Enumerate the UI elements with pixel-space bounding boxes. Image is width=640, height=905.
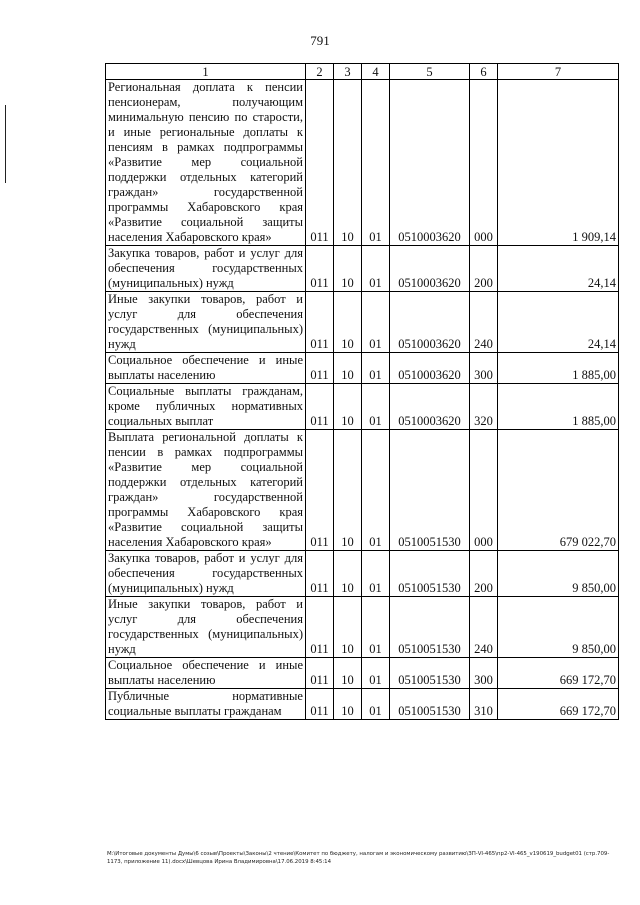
row-description: Публичные нормативные социальные выплаты гражданам	[106, 689, 306, 720]
row-subsection: 01	[362, 658, 390, 689]
row-subsection: 01	[362, 246, 390, 292]
header-row	[106, 64, 619, 80]
row-target-article: 0510003620	[390, 80, 470, 246]
row-description: Закупка товаров, работ и услуг для обеспечения государственных (муниципальных) нужд	[106, 246, 306, 292]
row-target-article: 0510003620	[390, 353, 470, 384]
row-description: Региональная доплата к пенсии пенсионерам, получающим минимальную пенсию по старости, и иные региональные доплаты к пенсиям в рамках подпрограммы «Развитие мер социальной поддержки отдельных категорий граждан» государственной программы Хабаровского края «Развитие социальной защиты населения Хабаровского края»	[106, 80, 306, 246]
row-admin-code: 011	[306, 597, 334, 658]
row-amount: 669 172,70	[498, 658, 619, 689]
row-admin-code: 011	[306, 80, 334, 246]
row-description: Иные закупки товаров, работ и услуг для обеспечения государственных (муниципальных) нужд	[106, 292, 306, 353]
table-row	[106, 658, 619, 689]
row-subsection: 01	[362, 353, 390, 384]
row-expense-type: 320	[470, 384, 498, 430]
row-section: 10	[334, 353, 362, 384]
row-target-article: 0510003620	[390, 384, 470, 430]
row-expense-type: 240	[470, 597, 498, 658]
table-row	[106, 551, 619, 597]
row-expense-type: 300	[470, 658, 498, 689]
table-row	[106, 689, 619, 720]
table-row	[106, 292, 619, 353]
row-expense-type: 310	[470, 689, 498, 720]
header-col-1: 1	[106, 64, 306, 80]
row-expense-type: 240	[470, 292, 498, 353]
table-row	[106, 430, 619, 551]
row-target-article: 0510051530	[390, 551, 470, 597]
row-target-article: 0510003620	[390, 246, 470, 292]
row-admin-code: 011	[306, 246, 334, 292]
row-amount: 1 909,14	[498, 80, 619, 246]
row-description: Закупка товаров, работ и услуг для обеспечения государственных (муниципальных) нужд	[106, 551, 306, 597]
row-admin-code: 011	[306, 353, 334, 384]
row-amount: 9 850,00	[498, 597, 619, 658]
table-row	[106, 246, 619, 292]
row-target-article: 0510051530	[390, 689, 470, 720]
row-section: 10	[334, 430, 362, 551]
row-amount: 679 022,70	[498, 430, 619, 551]
row-target-article: 0510051530	[390, 430, 470, 551]
row-expense-type: 000	[470, 80, 498, 246]
row-expense-type: 200	[470, 246, 498, 292]
row-section: 10	[334, 597, 362, 658]
row-section: 10	[334, 551, 362, 597]
row-subsection: 01	[362, 80, 390, 246]
row-expense-type: 300	[470, 353, 498, 384]
row-description: Социальное обеспечение и иные выплаты населению	[106, 353, 306, 384]
row-amount: 24,14	[498, 292, 619, 353]
row-target-article: 0510051530	[390, 597, 470, 658]
row-section: 10	[334, 292, 362, 353]
row-admin-code: 011	[306, 292, 334, 353]
row-admin-code: 011	[306, 658, 334, 689]
row-admin-code: 011	[306, 689, 334, 720]
row-amount: 669 172,70	[498, 689, 619, 720]
header-col-4: 4	[362, 64, 390, 80]
table-row	[106, 597, 619, 658]
row-description: Выплата региональной доплаты к пенсии в рамках подпрограммы «Развитие мер социальной поддержки отдельных категорий граждан» государственной программы Хабаровского края «Развитие социальной защиты населения Хабаровского края»	[106, 430, 306, 551]
row-subsection: 01	[362, 292, 390, 353]
row-amount: 24,14	[498, 246, 619, 292]
header-col-2: 2	[306, 64, 334, 80]
row-subsection: 01	[362, 597, 390, 658]
header-col-3: 3	[334, 64, 362, 80]
row-subsection: 01	[362, 384, 390, 430]
row-subsection: 01	[362, 689, 390, 720]
row-amount: 1 885,00	[498, 353, 619, 384]
row-section: 10	[334, 80, 362, 246]
document-path-footer: M:\Итоговые документы Думы\6 созыв\Проекты\Законы\2 чтение\Комитет по бюджету, налогам и экономическому развитию\ЗП-VI-465\пр2-VI-465_v190619_budget01 (стр.709-1173, приложение 11).docx\Шевцова Ирина Владимировна\17.06.2019 8:45:14	[107, 851, 610, 865]
row-section: 10	[334, 689, 362, 720]
row-amount: 1 885,00	[498, 384, 619, 430]
row-amount: 9 850,00	[498, 551, 619, 597]
row-subsection: 01	[362, 430, 390, 551]
row-expense-type: 000	[470, 430, 498, 551]
margin-mark	[5, 105, 6, 183]
row-subsection: 01	[362, 551, 390, 597]
row-admin-code: 011	[306, 430, 334, 551]
row-expense-type: 200	[470, 551, 498, 597]
table-row	[106, 80, 619, 246]
row-description: Социальное обеспечение и иные выплаты населению	[106, 658, 306, 689]
row-target-article: 0510051530	[390, 658, 470, 689]
header-col-5: 5	[390, 64, 470, 80]
table-row	[106, 353, 619, 384]
budget-table	[105, 63, 619, 720]
row-description: Социальные выплаты гражданам, кроме публичных нормативных социальных выплат	[106, 384, 306, 430]
row-target-article: 0510003620	[390, 292, 470, 353]
row-admin-code: 011	[306, 384, 334, 430]
row-section: 10	[334, 658, 362, 689]
row-section: 10	[334, 246, 362, 292]
header-col-7: 7	[498, 64, 619, 80]
table-row	[106, 384, 619, 430]
row-section: 10	[334, 384, 362, 430]
row-admin-code: 011	[306, 551, 334, 597]
row-description: Иные закупки товаров, работ и услуг для обеспечения государственных (муниципальных) нужд	[106, 597, 306, 658]
page-number: 791	[310, 33, 330, 48]
header-col-6: 6	[470, 64, 498, 80]
